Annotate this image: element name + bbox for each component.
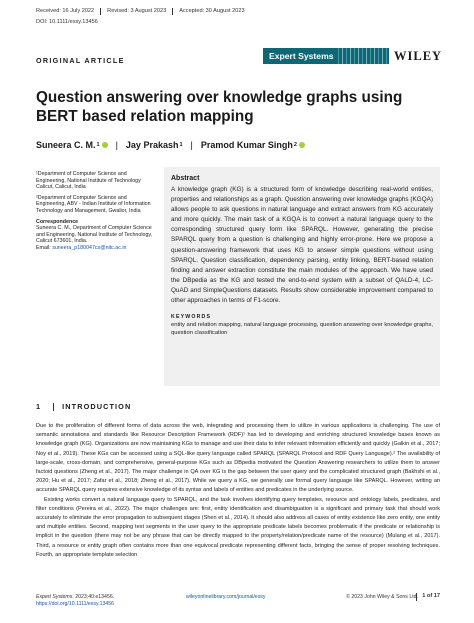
body-paragraph: Existing works convert a natural language query to SPARQL, and the task involves identifying query templates, resource and ontology labels, predicates, and filter conditions (Pereira et al., 2022). The major challenges are: first, entity identification and disambiguation is a significant and primary task that should work accurately to eliminate the error propagation to subsequent stages (Shen et al., 2014). It should also address all cases of entity existence like zero entity, one entity and multiple entities. Second, mapping text segments in the user query to the appropriate predicate labels becomes problematic if the predicate or relationship is implicit in the question (there may not be any phrase that can be directly mapped to the property/relation/predicate name of the resource) (Mulang et al., 2017). Third, a resource or entity graph often contains more than one equivocal predicate representing different facts, bringing the sense of proper resolving techniques. Fourth, an appropriate template selection: [36, 496, 440, 558]
keywords-heading: KEYWORDS: [171, 314, 212, 321]
author-sup: 2: [293, 142, 297, 148]
article-type: ORIGINAL ARTICLE: [36, 56, 125, 65]
publisher-logo: WILEY: [394, 49, 443, 63]
revised-date: Revised: 3 August 2023: [100, 8, 172, 15]
section-divider: [53, 403, 54, 411]
journal-name: Expert Systems: [269, 51, 334, 61]
orcid-icon[interactable]: [102, 142, 108, 148]
correspondence-email: [36, 245, 156, 252]
section-heading: [36, 402, 131, 411]
section-number: 1: [36, 402, 42, 411]
footer-site-link[interactable]: wileyonlinelibrary.com/journal/exsy: [186, 594, 266, 600]
author-sup: 1: [96, 142, 100, 148]
email-label: Email:: [36, 244, 53, 251]
doi: DOI: 10.1111/exsy.13456: [36, 19, 98, 25]
abstract-box: [164, 167, 440, 386]
footer-volume: 2023;40:e13456.: [73, 594, 115, 600]
correspondence-text: Suneera C. M., Department of Computer Science and Engineering, National Institute of Technology, Calicut 673601, India.: [36, 225, 153, 245]
email-link[interactable]: suneera_p180047cs@nitc.ac.in: [52, 244, 127, 251]
author-name[interactable]: Jay Prakash: [125, 140, 179, 150]
affiliations: [36, 171, 156, 256]
author-name[interactable]: Suneera C. M.: [36, 140, 96, 150]
received-date: Received: 16 July 2022: [36, 8, 95, 14]
correspondence-heading: Correspondence: [36, 218, 79, 225]
footer-doi-link[interactable]: https://doi.org/10.1111/exsy.13456: [36, 600, 115, 607]
affiliation: ²Department of Computer Science and Engineering, ABV - Indian Institute of Information Technology and Management, Gwalior, India: [36, 194, 151, 214]
affiliation: ¹Department of Computer Science and Engineering, National Institute of Technology Calicut, Calicut, India: [36, 171, 141, 191]
paper-title: Question answering over knowledge graphs using BERT based relation mapping: [36, 89, 403, 125]
body-paragraph: Due to the proliferation of different forms of data across the web, integrating and processing them to utilize in various applications is challenging. The use of semantic annotations and standards like Resource Description Framework (RDF)¹ has led to developing and enriching structured knowledge bases known as knowledge graph (KG). Organizations are now maintaining KGs to manage and use their data to infer relevant information efficiently and quickly (Galkin et al., 2017; Noy et al., 2019). These KGs can be accessed using a SQL-like query language called SPARQL (SPARQL Protocol and RDF Query Language).² The availability of large-scale, cross-domain, and comprehensive, general-purpose KGs such as DBpedia motivated the Question Answering researchers to utilize them to answer factoid questions (Zheng et al., 2017). The major challenge in QA over KG is the gap between the user query and the complicated structured graph (Bakhshi et al., 2020; Hu et al., 2017; Zafar et al., 2018; Zheng et al., 2017). While we query a KG, we generally use formal query language like SPARQL. However, writing an accurate SPARQL query requires extensive knowledge of its syntax and labels of entities and predicates in the underlying source.: [36, 423, 440, 494]
page-number: 1 of 17: [416, 593, 440, 601]
accepted-date: Accepted: 30 August 2023: [172, 8, 250, 15]
author-list: [36, 140, 305, 150]
body-text: [36, 422, 440, 560]
orcid-icon[interactable]: [299, 142, 305, 148]
abstract-text: A knowledge graph (KG) is a structured form of knowledge describing real-world entities, properties and relationships as a graph. Question answering over knowledge graphs (KGQA) allows people to ask questions in natural language and extract answers from KG accurately and more quickly. The main task of a KGQA is to convert a natural language query to the corresponding structured query form like SPARQL. However, generating the precise SPARQL query from a question is challenging and highly error-prone. Here we propose a question-answering framework that uses KG to answer simple questions without using SPARQL. Question classification, dependency parsing, entity linking, BERT-based relation finding and answer extraction constitute the main modules of the approach. We have used the DBpedia as the KG and tested the end-to-end system with a subset of QALD-4, LC-QuAD and SimpleQuestions datasets. Results show considerable improvement compared to other approaches in terms of F1-score.: [171, 186, 433, 305]
section-title: INTRODUCTION: [62, 402, 132, 411]
footer-journal: Expert Systems.: [36, 594, 74, 600]
journal-badge-pattern: [335, 48, 389, 64]
abstract-heading: Abstract: [171, 175, 200, 182]
journal-badge: [263, 48, 389, 64]
keywords-text: entity and relation mapping, natural language processing, question answering over knowledge graphs, question classification: [171, 322, 433, 336]
author-separator: |: [115, 140, 118, 150]
author-name[interactable]: Pramod Kumar Singh: [200, 140, 293, 150]
author-separator: |: [190, 140, 193, 150]
footer-copyright: © 2023 John Wiley & Sons Ltd.: [346, 594, 418, 600]
submission-dates: [36, 8, 251, 15]
footer-citation: [36, 594, 114, 607]
author-sup: 1: [179, 142, 183, 148]
